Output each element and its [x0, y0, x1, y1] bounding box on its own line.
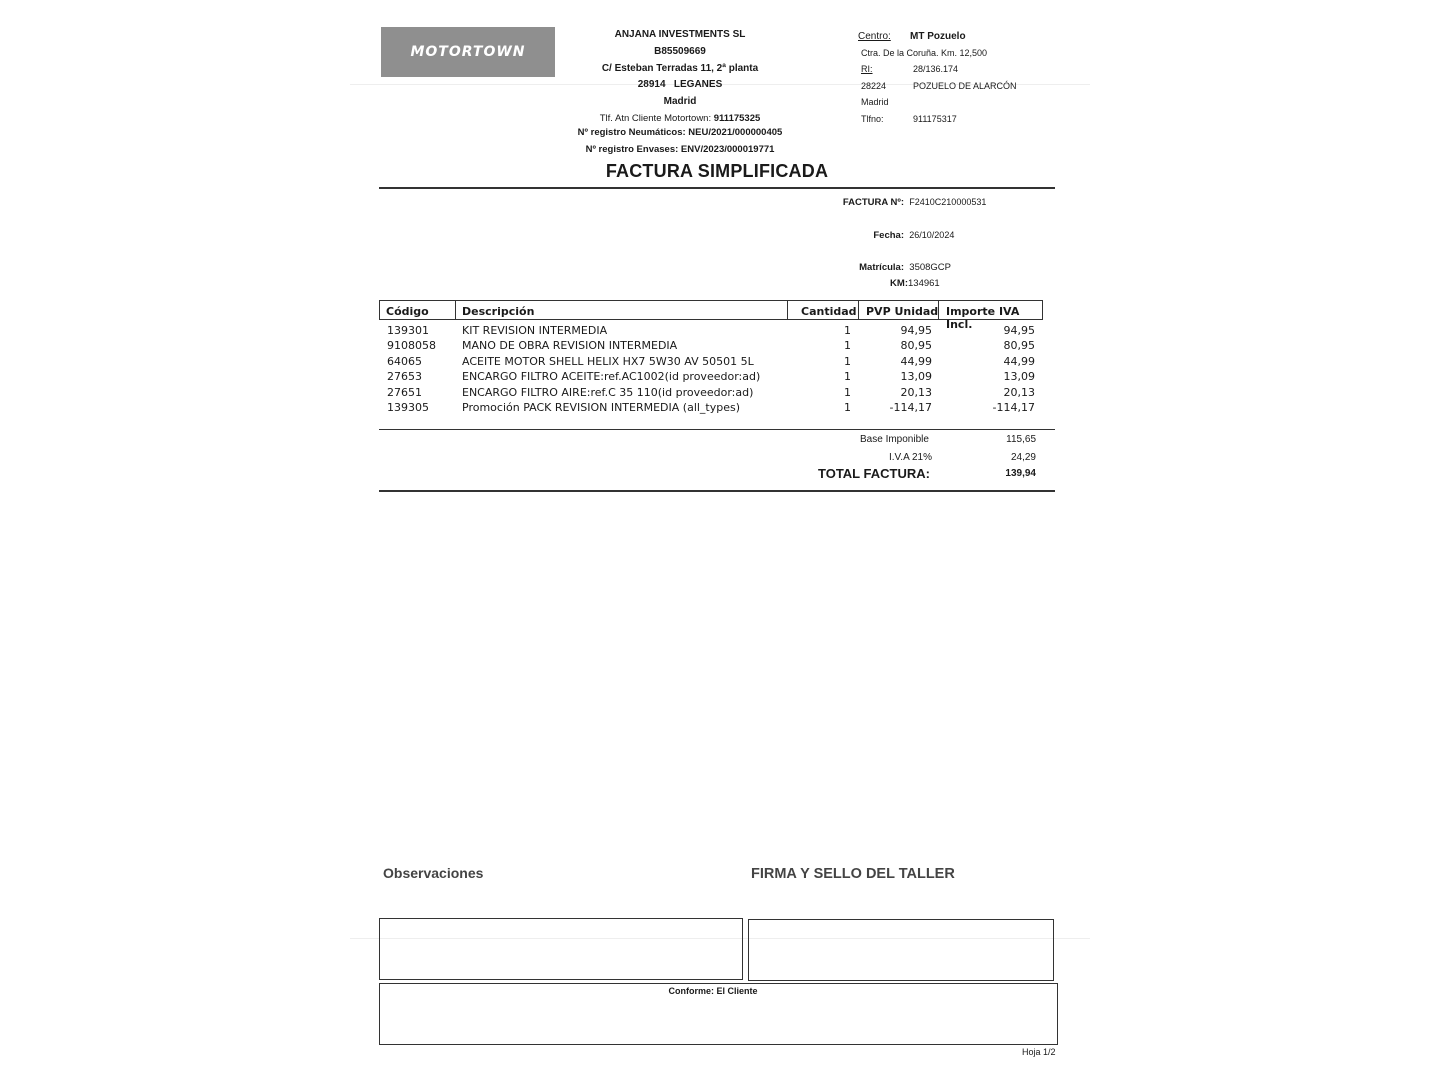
company-province: Madrid — [663, 96, 697, 108]
row-code: 64065 — [387, 354, 422, 368]
row-amount: -114,17 — [992, 400, 1035, 414]
header-description: Descripción — [462, 305, 535, 318]
invoice-plate: 3508GCP — [909, 262, 952, 273]
table-row — [379, 370, 1043, 385]
company-postal-code: 28914 — [637, 79, 666, 91]
row-unit-price: -114,17 — [889, 400, 932, 414]
centro-city-line — [861, 81, 1017, 91]
iva-value: 24,29 — [1010, 452, 1036, 463]
row-unit-price: 13,09 — [900, 370, 932, 384]
row-qty: 1 — [844, 385, 851, 399]
row-amount: 13,09 — [1003, 370, 1035, 384]
table-row — [379, 355, 1043, 370]
centro-postal-code: 28224 — [861, 81, 887, 91]
row-unit-price: 44,99 — [900, 354, 932, 368]
observaciones-label: Observaciones — [383, 865, 484, 881]
header-separator — [455, 301, 456, 319]
row-code: 139301 — [387, 324, 429, 337]
conforme-label: Conforme: El Cliente — [668, 986, 758, 996]
header-qty: Cantidad — [801, 305, 857, 318]
company-cif: B85509669 — [654, 45, 706, 57]
company-city: LEGANES — [673, 79, 723, 91]
invoice-number: F2410C210000531 — [909, 197, 987, 207]
company-address: C/ Esteban Terradas 11, 2ª planta — [601, 62, 759, 74]
totals-divider — [379, 490, 1055, 492]
row-description: KIT REVISION INTERMEDIA — [462, 324, 608, 337]
row-unit-price: 94,95 — [900, 324, 932, 337]
invoice-number-line — [806, 197, 986, 208]
row-unit-price: 80,95 — [900, 339, 932, 353]
centro-ri-line — [861, 64, 958, 74]
row-code: 27651 — [387, 385, 422, 399]
table-row — [379, 324, 1043, 339]
centro-name: MT Pozuelo — [910, 31, 966, 42]
invoice-km-line — [806, 278, 940, 289]
header-amount: Importe IVA Incl. — [946, 305, 1020, 331]
observaciones-box — [379, 918, 743, 980]
centro-phone-line — [861, 114, 957, 124]
company-tyres-line — [575, 125, 785, 142]
company-info — [575, 27, 785, 158]
company-packaging-line — [575, 142, 785, 159]
base-value: 115,65 — [1006, 434, 1036, 445]
row-code: 27653 — [387, 370, 422, 384]
company-tyres-label: Nº registro Neumáticos: — [577, 126, 686, 138]
centro-address: Ctra. De la Coruña. Km. 12,500 — [861, 48, 988, 58]
invoice-date-line — [806, 230, 954, 241]
base-label: Base Imponible — [860, 434, 929, 445]
invoice-km-label: KM: — [890, 278, 908, 289]
header-unit-price: PVP Unidad — [866, 305, 939, 318]
company-packaging: ENV/2023/000019771 — [680, 143, 775, 155]
row-code: 139305 — [387, 400, 429, 414]
table-row — [379, 401, 1043, 416]
table-row — [379, 339, 1043, 354]
total-value: 139,94 — [1005, 468, 1036, 479]
company-phone: 911175325 — [713, 112, 761, 124]
row-qty: 1 — [844, 354, 851, 368]
row-description: ENCARGO FILTRO AIRE:ref.C 35 110(id proveedor:ad) — [462, 385, 754, 399]
header-code: Código — [386, 305, 429, 318]
row-amount: 94,95 — [1003, 324, 1035, 337]
company-tyres: NEU/2021/000000405 — [688, 126, 783, 138]
row-qty: 1 — [844, 339, 851, 353]
items-table — [379, 300, 1043, 416]
firma-box — [748, 919, 1054, 981]
motortown-logo — [381, 27, 555, 77]
header-separator — [858, 301, 859, 319]
invoice-plate-line — [806, 262, 951, 273]
centro-name-line — [858, 31, 966, 42]
centro-label: Centro: — [858, 31, 891, 42]
header-separator — [938, 301, 939, 319]
row-qty: 1 — [844, 370, 851, 384]
centro-province: Madrid — [861, 97, 889, 107]
row-amount: 20,13 — [1003, 385, 1035, 399]
invoice-number-label: FACTURA Nº: — [842, 197, 904, 208]
row-unit-price: 20,13 — [900, 385, 932, 399]
centro-phone: 911175317 — [913, 114, 957, 124]
invoice-km: 134961 — [908, 278, 940, 289]
row-description: MANO DE OBRA REVISION INTERMEDIA — [462, 339, 678, 353]
row-description: ENCARGO FILTRO ACEITE:ref.AC1002(id proveedor:ad) — [462, 370, 761, 384]
company-phone-label: Tlf. Atn Cliente Motortown: — [599, 112, 712, 124]
page-number: Hoja 1/2 — [1022, 1047, 1056, 1057]
row-code: 9108058 — [387, 339, 436, 353]
row-amount: 44,99 — [1003, 354, 1035, 368]
invoice-plate-label: Matrícula: — [859, 262, 904, 273]
row-qty: 1 — [844, 400, 851, 414]
centro-ri: 28/136.174 — [913, 64, 959, 74]
iva-label: I.V.A 21% — [889, 452, 932, 463]
total-label: TOTAL FACTURA: — [818, 466, 930, 481]
header-separator — [787, 301, 788, 319]
title-divider — [379, 187, 1055, 189]
table-row — [379, 386, 1043, 401]
company-packaging-label: Nº registro Envases: — [585, 143, 679, 155]
invoice-date-label: Fecha: — [873, 230, 904, 241]
centro-city: POZUELO DE ALARCÓN — [913, 81, 1017, 91]
items-divider — [379, 429, 1055, 430]
centro-ri-label: RI: — [861, 64, 873, 74]
centro-phone-label: Tlfno: — [861, 114, 884, 124]
row-description: ACEITE MOTOR SHELL HELIX HX7 5W30 AV 50501 5L — [462, 354, 754, 368]
logo-text: MOTORTOWN — [410, 44, 526, 60]
row-description: Promoción PACK REVISION INTERMEDIA (all_types) — [462, 400, 741, 414]
company-name: ANJANA INVESTMENTS SL — [614, 29, 746, 40]
row-qty: 1 — [844, 324, 851, 337]
company-city-line — [575, 77, 785, 94]
document-title: FACTURA SIMPLIFICADA — [605, 161, 829, 181]
firma-label: FIRMA Y SELLO DEL TALLER — [751, 866, 955, 882]
invoice-date: 26/10/2024 — [909, 230, 955, 240]
row-amount: 80,95 — [1003, 339, 1035, 353]
